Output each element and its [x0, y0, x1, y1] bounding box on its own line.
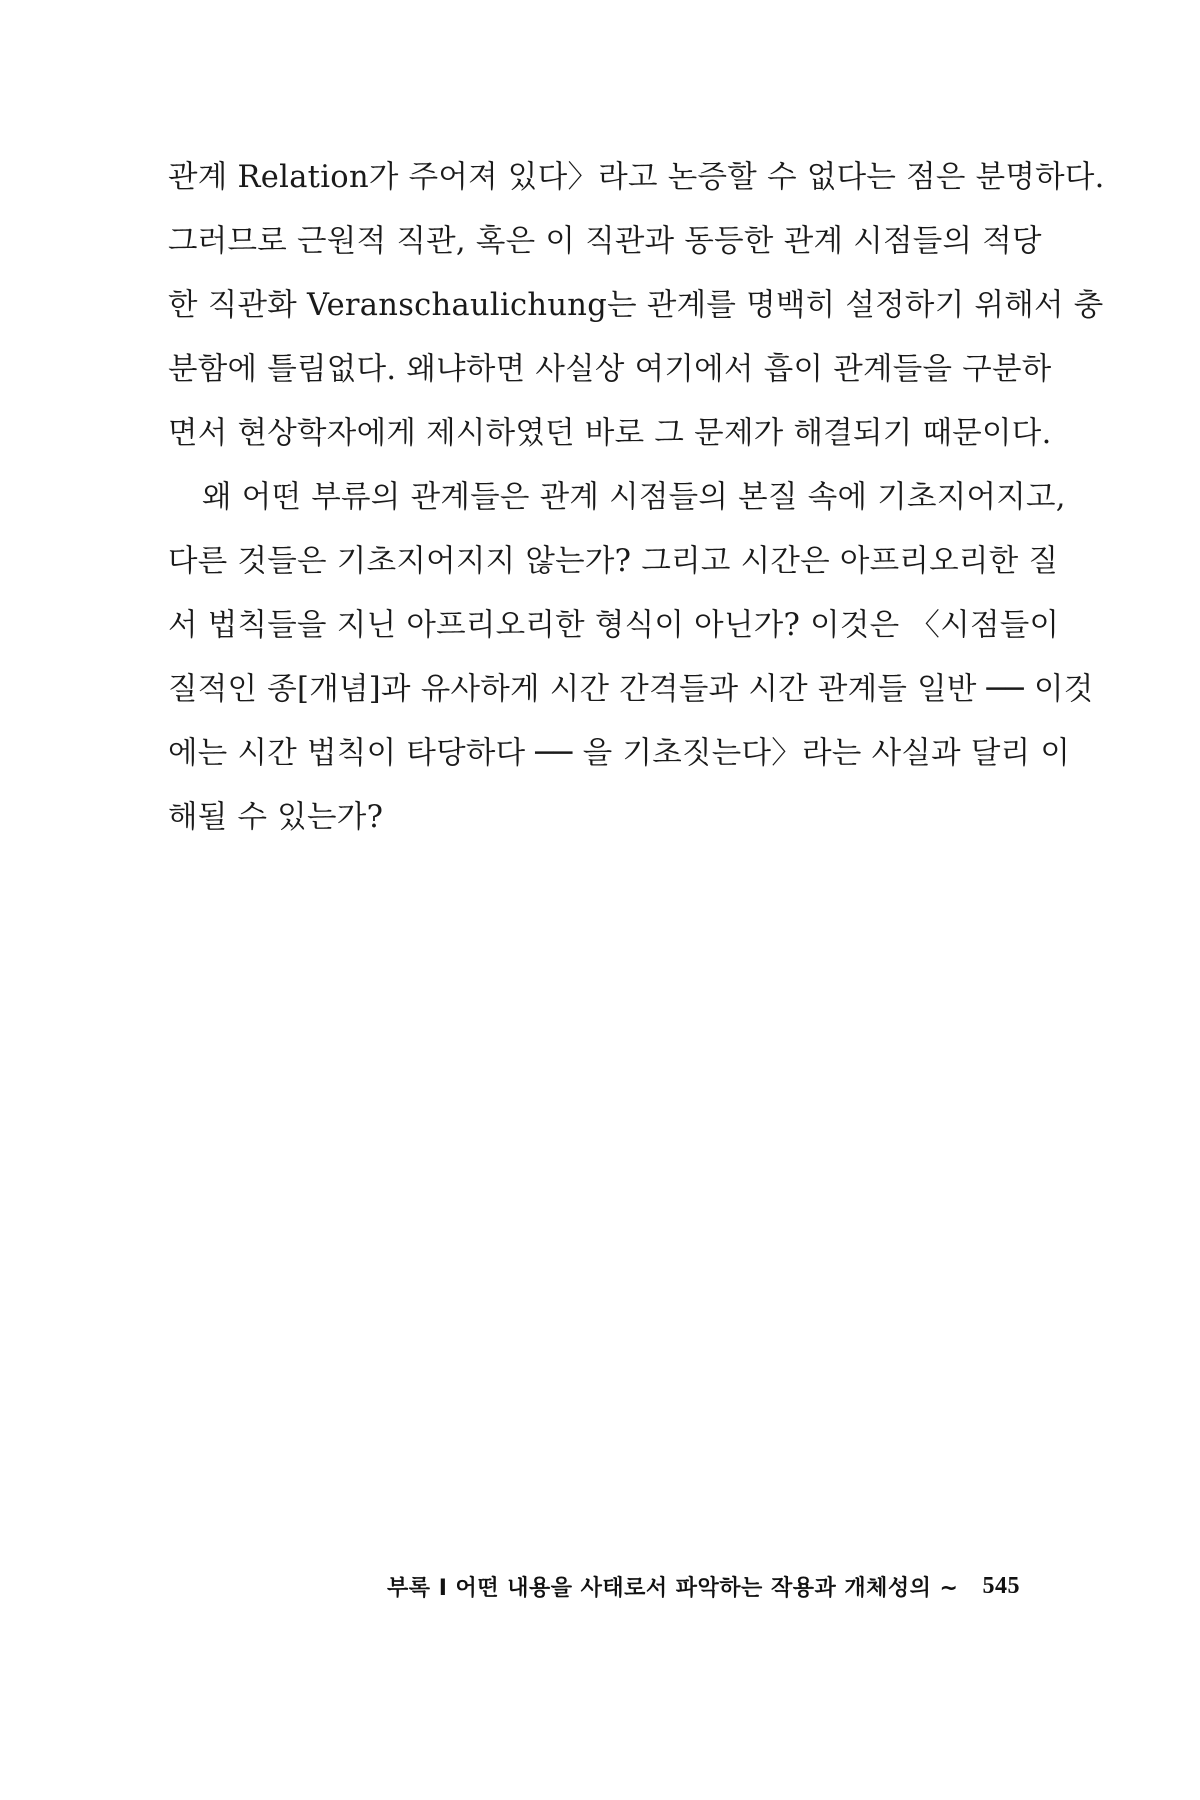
text-line: 왜 어떤 부류의 관계들은 관계 시점들의 본질 속에 기초지어지고, [202, 480, 1066, 515]
paragraph [168, 466, 1094, 850]
body-text [168, 146, 1105, 850]
text-line: 에는 시간 법칙이 타당하다 ── 을 기초짓는다〉라는 사실과 달리 이 [168, 736, 1071, 771]
text-line: 질적인 종[개념]과 유사하게 시간 간격들과 시간 관계들 일반 ── 이것 [168, 672, 1094, 707]
paragraph [168, 146, 1105, 466]
page-number: 545 [982, 1572, 1020, 1599]
text-line: 분함에 틀림없다. 왜냐하면 사실상 여기에서 흡이 관계들을 구분하 [168, 352, 1052, 387]
text-line: 한 직관화 Veranschaulichung는 관계를 명백히 설정하기 위해서 충 [168, 288, 1104, 323]
text-line: 다른 것들은 기초지어지지 않는가? 그리고 시간은 아프리오리한 질 [168, 544, 1059, 579]
text-line: 서 법칙들을 지닌 아프리오리한 형식이 아닌가? 이것은 〈시점들이 [168, 608, 1060, 643]
running-head: 부록 I 어떤 내용을 사태로서 파악하는 작용과 개체성의 ~ [387, 1575, 959, 1601]
page-footer [300, 1566, 1020, 1606]
text-line: 그러므로 근원적 직관, 혹은 이 직관과 동등한 관계 시점들의 적당 [168, 224, 1042, 259]
text-line: 관계 Relation가 주어져 있다〉라고 논증할 수 없다는 점은 분명하다. [168, 160, 1105, 195]
text-line: 해될 수 있는가? [168, 800, 384, 835]
text-line: 면서 현상학자에게 제시하였던 바로 그 문제가 해결되기 때문이다. [168, 416, 1052, 451]
